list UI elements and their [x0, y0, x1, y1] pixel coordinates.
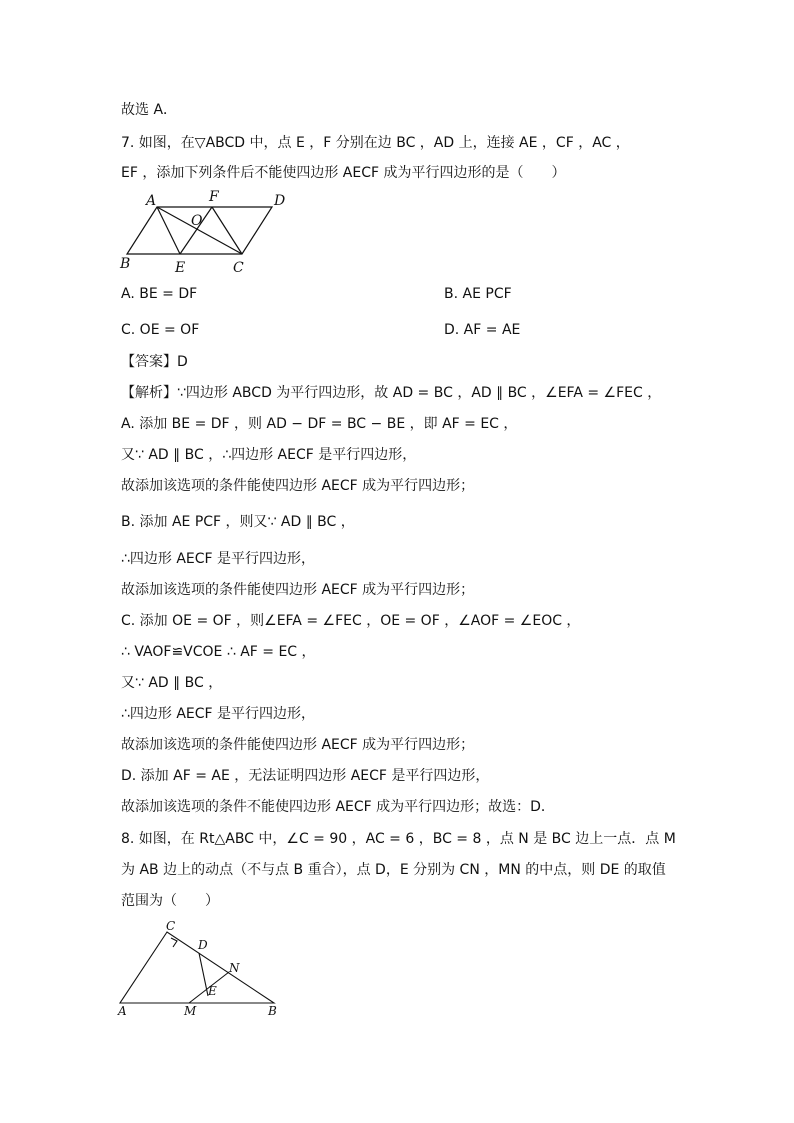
option-c: C. OE = OF [121, 322, 200, 338]
q7-line-1: 7. 如图，在▽ABCD 中，点 E ，F 分别在边 BC ，AD 上，连接 AE ，CF ，AC ， [121, 135, 630, 151]
q8-line-2: 为 AB 边上的动点（不与点 B 重合），点 D，E 分别为 CN ，MN 的中点，则 DE 的取值 [121, 862, 666, 878]
analysis-line-7: 故添加该选项的条件能使四边形 AECF 成为平行四边形； [121, 582, 475, 598]
analysis-line-2: A. 添加 BE = DF ，则 AD − DF = BC − BE ，即 AF = EC ， [121, 416, 518, 432]
option-a: A. BE = DF [121, 286, 198, 302]
analysis-line-9: ∴ VAOF≌VCOE ∴ AF = EC ， [121, 644, 316, 660]
q8-line-3: 范围为（ ） [121, 893, 219, 909]
answer-line: 【答案】D [121, 354, 188, 370]
label-D: D [198, 938, 208, 952]
label-F: F [209, 189, 219, 205]
analysis-line-8: C. 添加 OE = OF ，则∠EFA = ∠FEC ，OE = OF ，∠AOF = ∠EOC ， [121, 613, 581, 629]
analysis-line-10: 又∵ AD ∥ BC ， [121, 675, 223, 691]
analysis-line-1: 【解析】∵四边形 ABCD 为平行四边形，故 AD = BC ，AD ∥ BC ，∠EFA = ∠FEC ， [121, 385, 662, 401]
label-D: D [274, 193, 286, 209]
label-E: E [208, 984, 217, 998]
label-M: M [184, 1004, 197, 1018]
label-E: E [175, 260, 186, 276]
label-A: A [118, 1004, 127, 1018]
label-C: C [233, 260, 244, 276]
q8-line-1: 8. 如图，在 Rt△ABC 中，∠C = 90 ，AC = 6 ，BC = 8 ，点 N 是 BC 边上一点．点 M [121, 831, 676, 847]
option-d: D. AF = AE [444, 322, 521, 338]
analysis-line-5: B. 添加 AE PCF ，则又∵ AD ∥ BC ， [121, 514, 355, 530]
parallelogram-figure [112, 188, 292, 278]
label-C: C [166, 919, 176, 933]
label-B: B [120, 256, 131, 272]
label-N: N [229, 961, 240, 975]
analysis-line-11: ∴四边形 AECF 是平行四边形， [121, 706, 316, 722]
analysis-line-14: 故添加该选项的条件不能使四边形 AECF 成为平行四边形；故选：D． [121, 799, 555, 815]
option-b: B. AE PCF [444, 286, 512, 302]
analysis-line-3: 又∵ AD ∥ BC ，∴四边形 AECF 是平行四边形， [121, 447, 417, 463]
label-O: O [191, 213, 203, 229]
line-answer-prev: 故选 A． [121, 102, 178, 118]
analysis-line-4: 故添加该选项的条件能使四边形 AECF 成为平行四边形； [121, 478, 475, 494]
label-A: A [146, 193, 157, 209]
q7-line-2: EF ，添加下列条件后不能使四边形 AECF 成为平行四边形的是（ ） [121, 165, 566, 181]
triangle-figure [112, 915, 287, 1020]
analysis-line-6: ∴四边形 AECF 是平行四边形， [121, 551, 316, 567]
analysis-line-13: D. 添加 AF = AE ，无法证明四边形 AECF 是平行四边形， [121, 768, 490, 784]
analysis-line-12: 故添加该选项的条件能使四边形 AECF 成为平行四边形； [121, 737, 475, 753]
label-B: B [268, 1004, 277, 1018]
